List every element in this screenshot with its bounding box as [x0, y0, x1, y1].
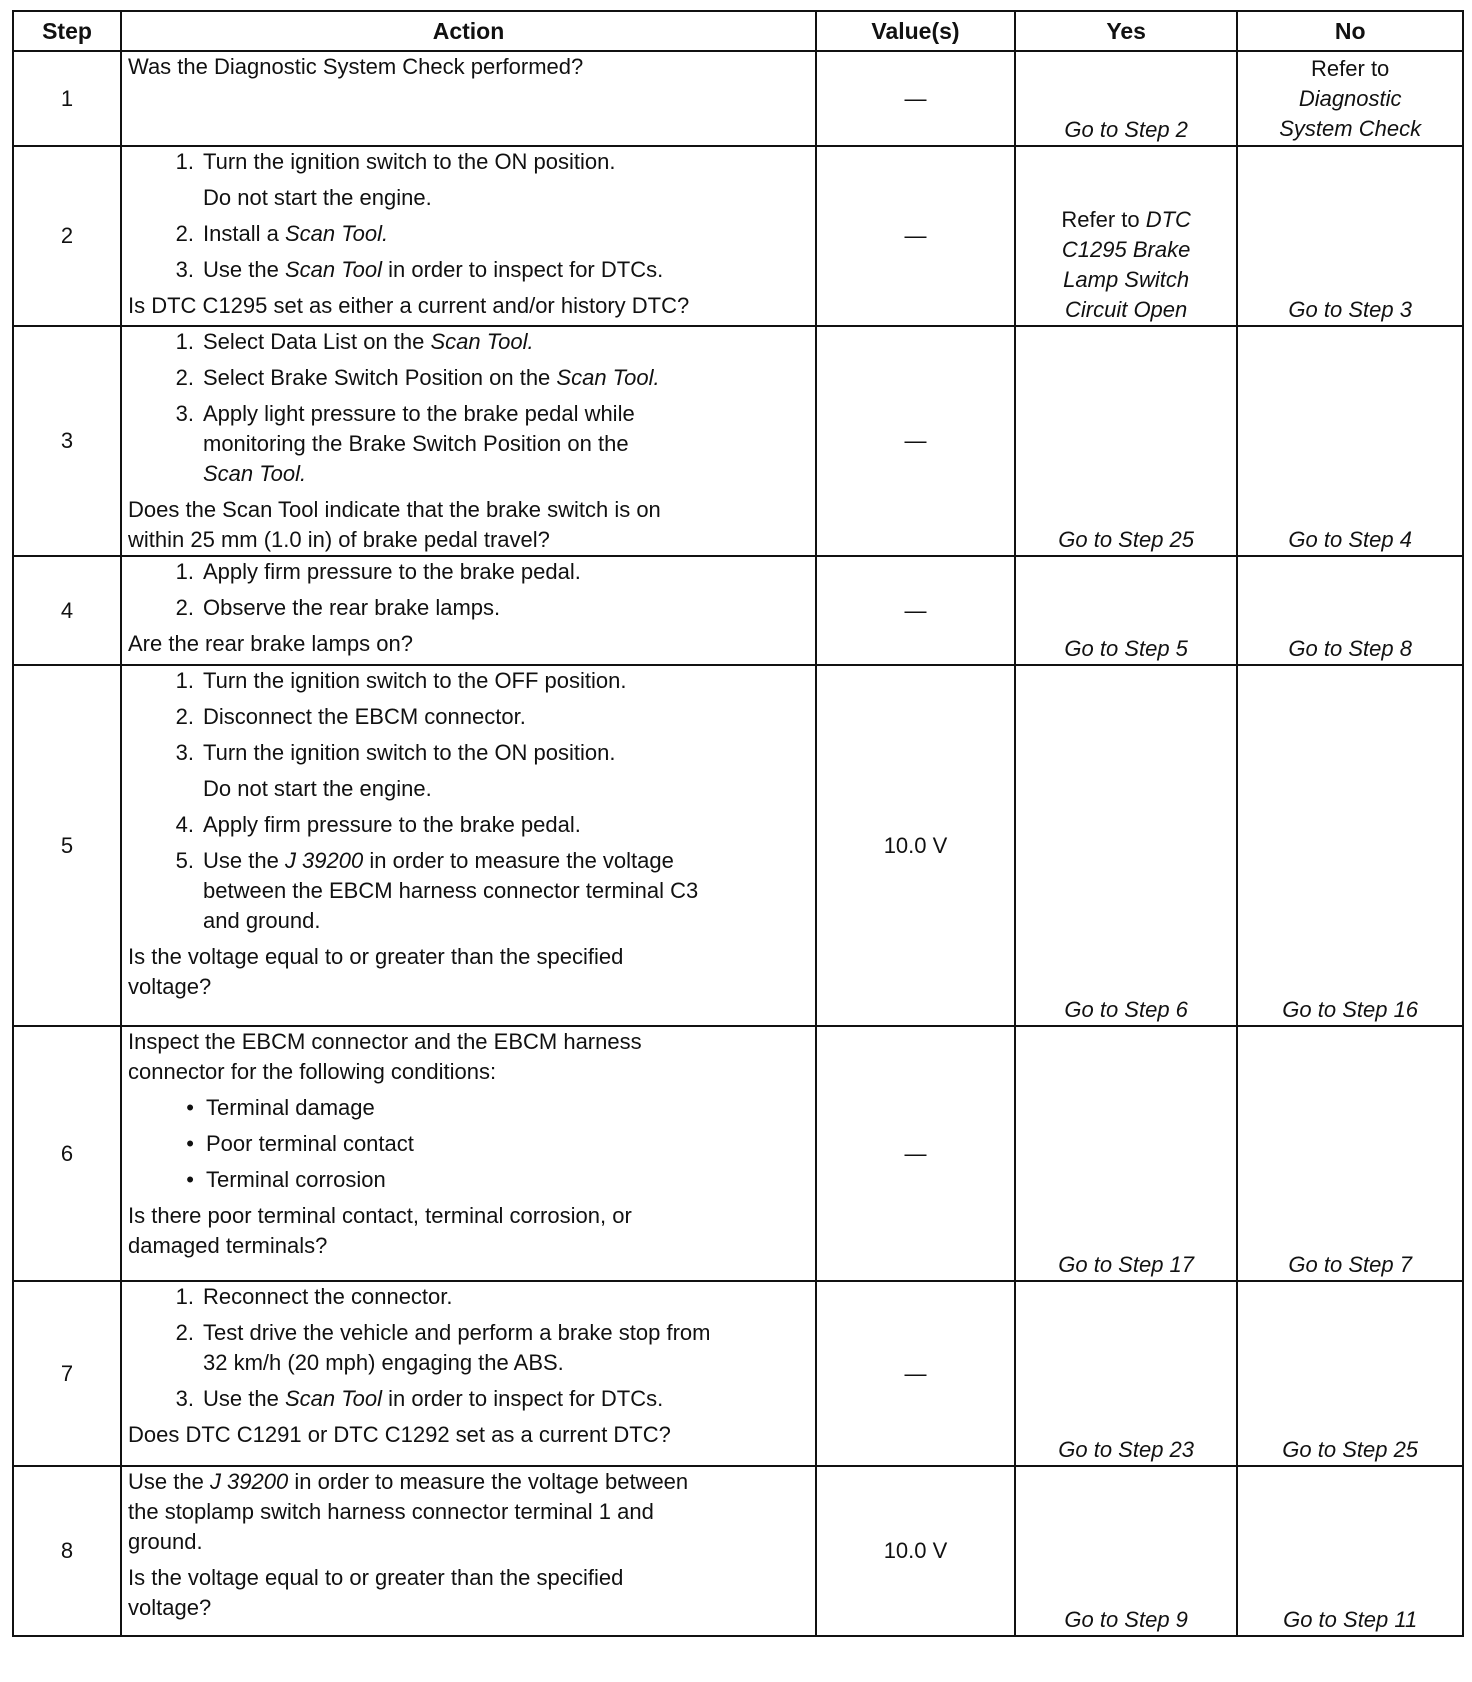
no-line: System Check	[1279, 116, 1422, 141]
list-item	[128, 557, 809, 587]
step-number: 1	[13, 51, 121, 146]
yes-cell	[1015, 146, 1237, 326]
list-item	[128, 219, 809, 249]
list-item	[128, 738, 809, 768]
question-text: Does the Scan Tool indicate that the brake switch is on within 25 mm (1.0 in) of brake pedal travel?	[128, 497, 661, 552]
table-row	[13, 1026, 1463, 1281]
item-text: Use the Scan Tool in order to inspect for DTCs.	[203, 257, 664, 282]
yes-cell: Go to Step 23	[1015, 1281, 1237, 1466]
item-text: Use the J 39200 in order to measure the voltage between the EBCM harness connector terminal C3 and ground.	[203, 848, 699, 933]
list-item	[128, 1318, 809, 1378]
no-cell: Go to Step 8	[1237, 556, 1463, 665]
no-cell: Go to Step 25	[1237, 1281, 1463, 1466]
item-subtext: Do not start the engine.	[203, 185, 432, 210]
action-cell	[121, 1281, 816, 1466]
value-cell: —	[816, 326, 1015, 556]
yes-cell: Go to Step 25	[1015, 326, 1237, 556]
item-number: 2.	[175, 221, 194, 246]
item-text: Turn the ignition switch to the OFF position.	[203, 668, 627, 693]
action-cell	[121, 1466, 816, 1636]
no-cell: Go to Step 11	[1237, 1466, 1463, 1636]
value-cell: —	[816, 51, 1015, 146]
header-row	[13, 11, 1463, 51]
item-text: Apply firm pressure to the brake pedal.	[203, 812, 581, 837]
header-value: Value(s)	[816, 11, 1015, 51]
no-cell: Go to Step 16	[1237, 665, 1463, 1026]
yes-line: Refer to DTC	[1061, 207, 1191, 232]
question-text: Was the Diagnostic System Check performed?	[128, 54, 584, 79]
item-text: Select Brake Switch Position on the Scan Tool.	[203, 365, 660, 390]
step-number: 3	[13, 326, 121, 556]
step-number: 5	[13, 665, 121, 1026]
bullet-icon: •	[186, 1167, 194, 1192]
list-item	[128, 327, 809, 357]
header-no: No	[1237, 11, 1463, 51]
table-row	[13, 665, 1463, 1026]
header-step: Step	[13, 11, 121, 51]
no-cell: Go to Step 7	[1237, 1026, 1463, 1281]
question-text: Is the voltage equal to or greater than the specified voltage?	[128, 1565, 624, 1620]
yes-cell: Go to Step 9	[1015, 1466, 1237, 1636]
list-item	[128, 702, 809, 732]
yes-cell: Go to Step 2	[1015, 51, 1237, 146]
yes-line: C1295 Brake	[1061, 237, 1191, 262]
value-cell: 10.0 V	[816, 1466, 1015, 1636]
question-text: Is the voltage equal to or greater than the specified voltage?	[128, 944, 624, 999]
item-number: 2.	[175, 365, 194, 390]
item-text: Turn the ignition switch to the ON position.	[203, 149, 616, 174]
item-text: Apply firm pressure to the brake pedal.	[203, 559, 581, 584]
item-text: Terminal corrosion	[206, 1167, 386, 1192]
list-item	[128, 1129, 809, 1159]
yes-cell: Go to Step 5	[1015, 556, 1237, 665]
yes-line: Circuit Open	[1065, 297, 1188, 322]
table-row	[13, 326, 1463, 556]
item-number: 2.	[175, 704, 194, 729]
item-text: Test drive the vehicle and perform a brake stop from 32 km/h (20 mph) engaging the ABS.	[203, 1320, 711, 1375]
no-cell: Go to Step 3	[1237, 146, 1463, 326]
item-number: 3.	[175, 257, 194, 282]
item-text: Terminal damage	[206, 1095, 375, 1120]
diagnostic-table	[12, 10, 1464, 1637]
table-row	[13, 1281, 1463, 1466]
item-number: 3.	[175, 1386, 194, 1411]
list-item	[128, 1384, 809, 1414]
item-text: Observe the rear brake lamps.	[203, 595, 501, 620]
list-item	[128, 1282, 809, 1312]
item-text: Poor terminal contact	[206, 1131, 414, 1156]
no-line: Refer to	[1311, 56, 1390, 81]
item-number: 2.	[175, 595, 194, 620]
table-row	[13, 556, 1463, 665]
step-number: 4	[13, 556, 121, 665]
action-cell	[121, 665, 816, 1026]
action-cell	[121, 51, 816, 146]
list-item	[128, 147, 809, 177]
value-cell: —	[816, 1026, 1015, 1281]
list-item	[128, 399, 809, 489]
value-cell: 10.0 V	[816, 665, 1015, 1026]
list-item	[128, 1165, 809, 1195]
bullet-icon: •	[186, 1095, 194, 1120]
value-cell: —	[816, 146, 1015, 326]
item-number: 3.	[175, 401, 194, 426]
list-item	[128, 255, 809, 285]
yes-cell: Go to Step 17	[1015, 1026, 1237, 1281]
step-number: 8	[13, 1466, 121, 1636]
value-cell: —	[816, 556, 1015, 665]
item-subtext: Do not start the engine.	[203, 776, 432, 801]
no-cell: Go to Step 4	[1237, 326, 1463, 556]
item-text: Apply light pressure to the brake pedal while monitoring the Brake Switch Position on the Scan Tool.	[203, 401, 635, 486]
list-item	[128, 666, 809, 696]
item-text: Select Data List on the Scan Tool.	[203, 329, 534, 354]
header-action: Action	[121, 11, 816, 51]
action-cell	[121, 1026, 816, 1281]
question-text: Are the rear brake lamps on?	[128, 631, 413, 656]
table-row	[13, 146, 1463, 326]
item-number: 5.	[175, 848, 194, 873]
item-number: 1.	[175, 149, 194, 174]
item-number: 3.	[175, 740, 194, 765]
question-text: Is DTC C1295 set as either a current and/or history DTC?	[128, 293, 690, 318]
header-yes: Yes	[1015, 11, 1237, 51]
question-text: Does DTC C1291 or DTC C1292 set as a current DTC?	[128, 1422, 671, 1447]
step-number: 7	[13, 1281, 121, 1466]
paragraph-text: Inspect the EBCM connector and the EBCM harness connector for the following conditions:	[128, 1029, 642, 1084]
item-text: Turn the ignition switch to the ON position.	[203, 740, 616, 765]
value-cell: —	[816, 1281, 1015, 1466]
no-line: Diagnostic	[1298, 86, 1402, 111]
item-text: Reconnect the connector.	[203, 1284, 453, 1309]
action-cell	[121, 326, 816, 556]
step-number: 6	[13, 1026, 121, 1281]
step-number: 2	[13, 146, 121, 326]
action-cell	[121, 146, 816, 326]
yes-line: Lamp Switch	[1063, 267, 1190, 292]
bullet-icon: •	[186, 1131, 194, 1156]
list-item	[128, 593, 809, 623]
item-text: Use the Scan Tool in order to inspect for DTCs.	[203, 1386, 664, 1411]
table-row	[13, 1466, 1463, 1636]
no-cell	[1237, 51, 1463, 146]
item-number: 1.	[175, 559, 194, 584]
list-item	[128, 1093, 809, 1123]
item-number: 1.	[175, 668, 194, 693]
item-text: Install a Scan Tool.	[203, 221, 389, 246]
item-text: Disconnect the EBCM connector.	[203, 704, 526, 729]
list-item	[128, 810, 809, 840]
item-number: 1.	[175, 329, 194, 354]
table-row	[13, 51, 1463, 146]
question-text: Is there poor terminal contact, terminal corrosion, or damaged terminals?	[128, 1203, 632, 1258]
item-number: 1.	[175, 1284, 194, 1309]
list-item	[128, 846, 809, 936]
item-number: 4.	[175, 812, 194, 837]
paragraph-text: Use the J 39200 in order to measure the voltage between the stoplamp switch harness connector terminal 1 and ground.	[128, 1469, 689, 1554]
yes-cell: Go to Step 6	[1015, 665, 1237, 1026]
item-number: 2.	[175, 1320, 194, 1345]
list-item	[128, 363, 809, 393]
action-cell	[121, 556, 816, 665]
